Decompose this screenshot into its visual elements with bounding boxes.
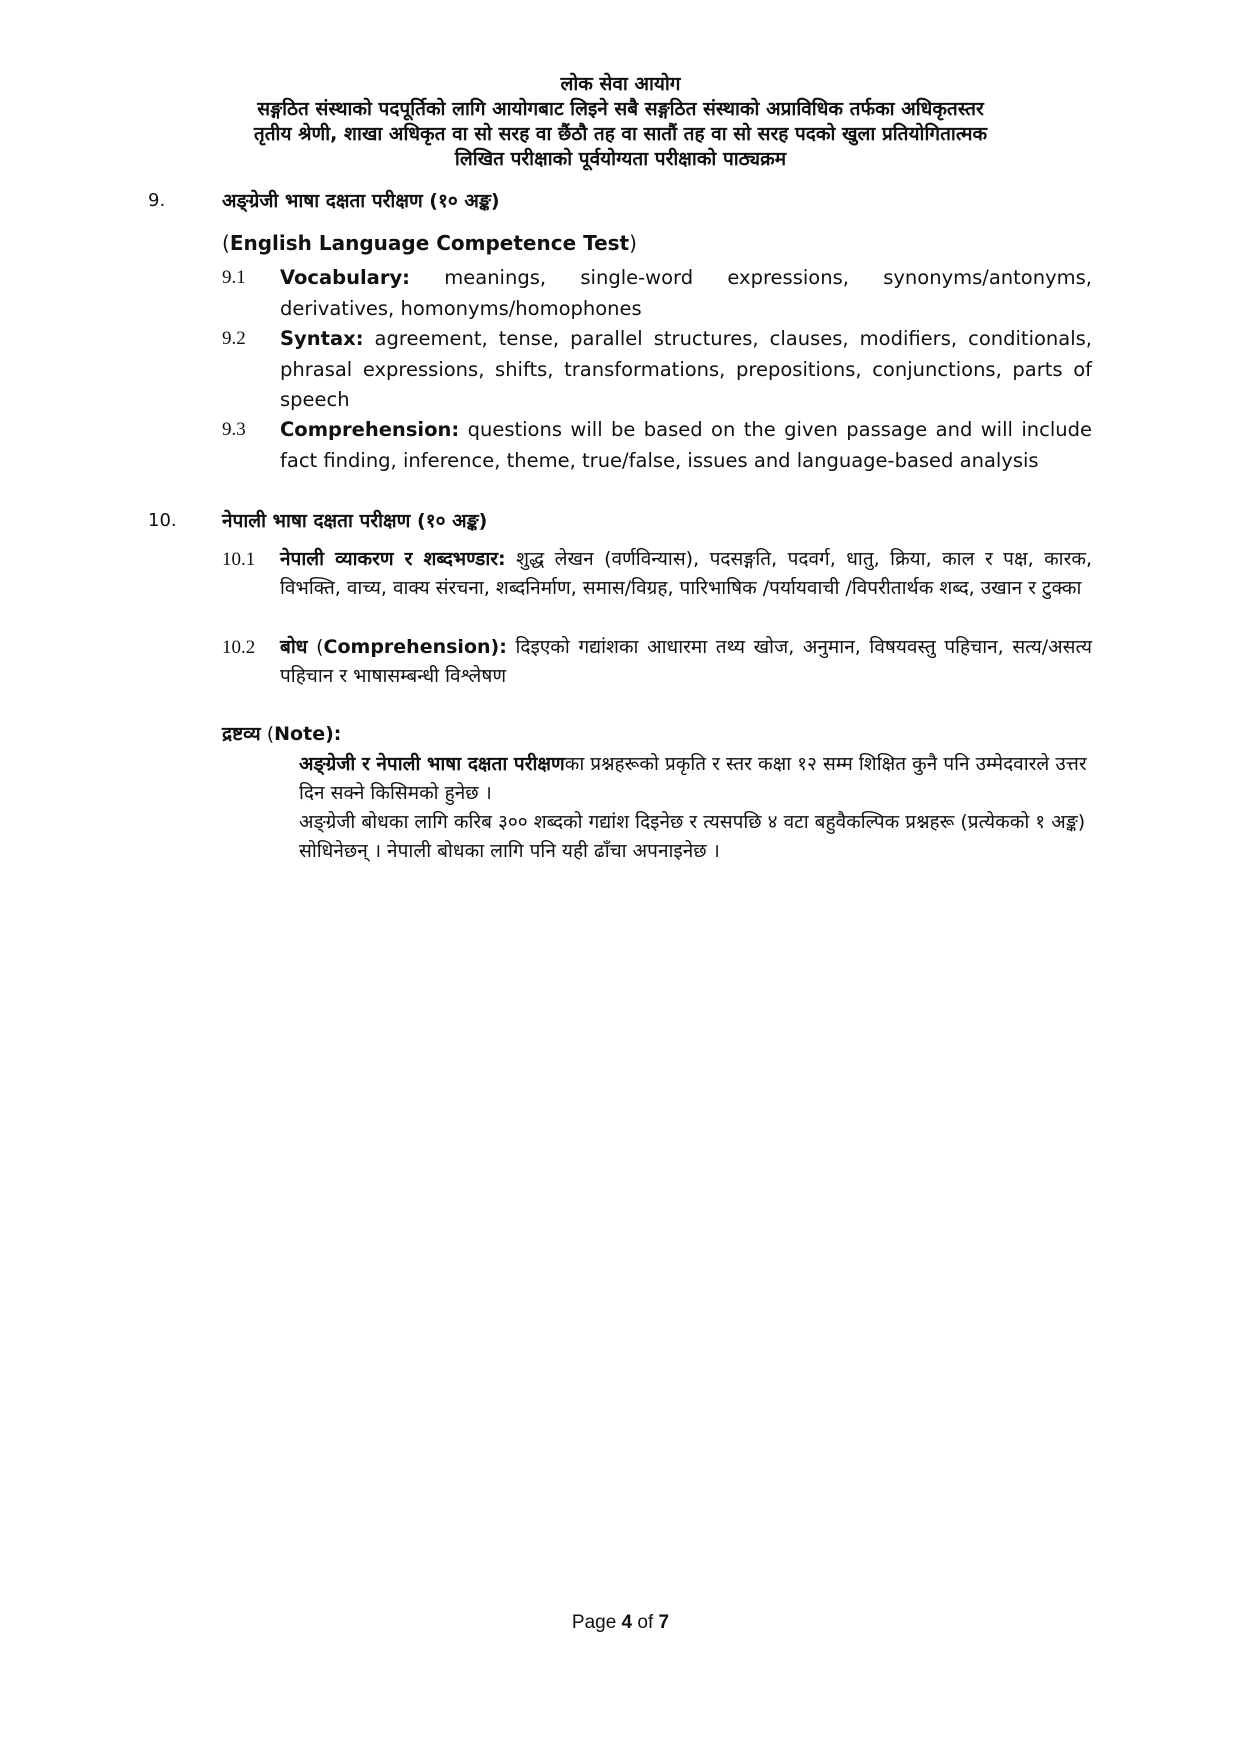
note-paragraph-1 bbox=[299, 750, 1094, 808]
item-label: Syntax: bbox=[280, 327, 364, 350]
footer-current-page: 4 bbox=[621, 1612, 633, 1633]
note-head-bold: द्रष्टव्य bbox=[222, 723, 261, 745]
header-line-1: लोक सेवा आयोग bbox=[560, 73, 681, 95]
header-line-3: तृतीय श्रेणी, शाखा अधिकृत वा सो सरह वा छैंठौ तह वा सातौं तह वा सो सरह पदको खुला प्रतियोगितात्मक bbox=[253, 123, 988, 145]
item-label: नेपाली व्याकरण र शब्दभण्डार: bbox=[280, 548, 506, 570]
section-10-number: 10. bbox=[148, 510, 177, 531]
footer-total-pages: 7 bbox=[658, 1612, 670, 1633]
item-label: Comprehension: bbox=[280, 418, 460, 441]
item-9-1 bbox=[222, 263, 1092, 324]
item-number: 9.1 bbox=[222, 267, 246, 288]
item-text: meanings, single-word expressions, synonyms/antonyms, derivatives, homonyms/homophones bbox=[280, 266, 1092, 320]
header-line-2: सङ्गठित संस्थाको पदपूर्तिको लागि आयोगबाट लिइने सबै सङ्गठित संस्थाको अप्राविधिक तर्फका अधिकृतस्तर bbox=[257, 98, 984, 120]
item-number: 9.2 bbox=[222, 328, 246, 349]
item-text: शुद्ध लेखन (वर्णविन्यास), पदसङ्गति, पदवर्ग, धातु, क्रिया, काल र पक्ष, कारक, विभक्ति, वाच्य, वाक्य संरचना, शब्दनिर्माण, समास/विग्रह, पारिभाषिक /पर्यायवाची /विपरीतार्थक शब्द, उखान र टुक्का bbox=[280, 548, 1092, 599]
item-number: 10.1 bbox=[222, 549, 256, 570]
item-9-3 bbox=[222, 415, 1092, 476]
note-head-rest: ( bbox=[260, 723, 275, 745]
section-9-title: अङ्ग्रेजी भाषा दक्षता परीक्षण (१० अङ्क) bbox=[222, 190, 500, 212]
item-9-2 bbox=[222, 324, 1092, 416]
note-paragraph-2: अङ्ग्रेजी बोधका लागि करिब ३०० शब्दको गद्यांश दिइनेछ र त्यसपछि ४ वटा बहुवैकल्पिक प्रश्नहरू (प्रत्येकको १ अङ्क) सोधिनेछन् । नेपाली बोधका लागि पनि यही ढाँचा अपनाइनेछ । bbox=[299, 811, 1086, 862]
note-head-note: Note): bbox=[274, 723, 342, 745]
note-para1-rest: का प्रश्नहरूको प्रकृति र स्तर कक्षा १२ सम्म शिक्षित कुनै पनि उम्मेदवारले उत्तर दिन सक्ने किसिमको हुनेछ । bbox=[299, 753, 1087, 804]
subtitle-bold: English Language Competence Test bbox=[229, 231, 630, 255]
subtitle-open: ( bbox=[222, 231, 230, 255]
item-text: दिइएको गद्यांशका आधारमा तथ्य खोज, अनुमान, विषयवस्तु पहिचान, सत्य/असत्य पहिचान र भाषासम्बन्धी विश्लेषण bbox=[280, 636, 1093, 687]
header-line-4: लिखित परीक्षाको पूर्वयोग्यता परीक्षाको पाठ्यक्रम bbox=[454, 148, 787, 170]
item-label-b: ( bbox=[307, 636, 324, 658]
page-footer bbox=[0, 1612, 1241, 1634]
section-9-subtitle bbox=[222, 231, 637, 255]
item-number: 9.3 bbox=[222, 419, 246, 440]
item-label-a: बोध bbox=[280, 636, 308, 658]
footer-of-word: of bbox=[632, 1612, 659, 1633]
item-10-2 bbox=[222, 633, 1092, 691]
document-header bbox=[120, 72, 1121, 172]
footer-page-word: Page bbox=[571, 1612, 622, 1633]
section-10-title: नेपाली भाषा दक्षता परीक्षण (१० अङ्क) bbox=[222, 510, 488, 532]
note-para1-bold: अङ्ग्रेजी र नेपाली भाषा दक्षता परीक्षण bbox=[299, 753, 565, 775]
item-text: agreement, tense, parallel structures, clauses, modifiers, conditionals, phrasal expressions, shifts, transformations, prepositions, conjunctions, parts of speech bbox=[280, 327, 1092, 411]
note-heading bbox=[222, 720, 341, 746]
item-10-1 bbox=[222, 545, 1092, 603]
item-label-c: Comprehension): bbox=[323, 636, 507, 658]
item-text: questions will be based on the given passage and will include fact finding, inference, theme, true/false, issues and language-based analysis bbox=[280, 418, 1092, 472]
item-label: Vocabulary: bbox=[280, 266, 410, 289]
item-number: 10.2 bbox=[222, 637, 256, 658]
section-9-number: 9. bbox=[148, 190, 166, 211]
subtitle-close: ) bbox=[629, 231, 637, 255]
